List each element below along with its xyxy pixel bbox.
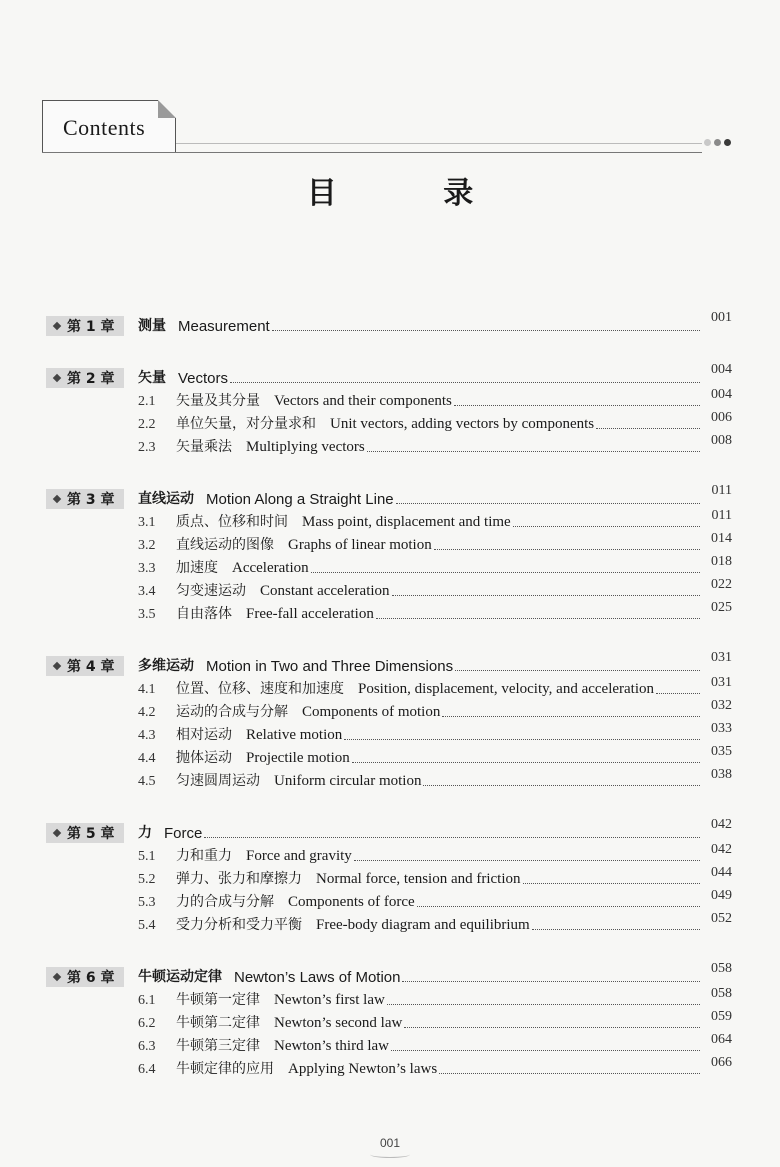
section-title <box>138 1035 702 1055</box>
section-number: 4.4 <box>138 751 156 766</box>
section-title <box>138 580 702 600</box>
section-title <box>138 770 702 790</box>
chapter-title-en: Force <box>164 825 203 842</box>
section-title-en: Components of force <box>288 894 415 910</box>
section-page-number: 006 <box>711 410 732 425</box>
section-title-zh: 直线运动的图像 <box>176 537 274 553</box>
section-title <box>138 1058 702 1078</box>
section-page-number: 058 <box>711 986 732 1001</box>
section-row[interactable] <box>0 986 780 1012</box>
section-title <box>138 845 702 865</box>
section-title-zh: 运动的合成与分解 <box>176 704 288 720</box>
section-title-en: Newton’s third law <box>274 1038 389 1054</box>
section-page-number: 052 <box>711 911 732 926</box>
section-page-number: 008 <box>711 433 732 448</box>
section-title-en: Relative motion <box>246 727 343 743</box>
dot-leader <box>387 1004 700 1005</box>
section-page-number: 014 <box>711 531 732 546</box>
section-title-en: Vectors and their components <box>274 393 452 409</box>
chapter-row[interactable] <box>0 963 780 989</box>
section-title-en: Constant acceleration <box>260 583 390 599</box>
section-title-zh: 匀变速运动 <box>176 583 246 599</box>
section-title-en: Components of motion <box>302 704 441 720</box>
header-dots <box>704 139 731 146</box>
section-title-en: Projectile motion <box>246 750 350 766</box>
chapter-title <box>138 966 702 986</box>
section-title-zh: 弹力、张力和摩擦力 <box>176 871 302 887</box>
table-of-contents <box>0 312 780 1081</box>
section-page-number: 038 <box>711 767 732 782</box>
section-number: 4.5 <box>138 774 156 789</box>
section-title-zh: 加速度 <box>176 560 218 576</box>
section-page-number: 018 <box>711 554 732 569</box>
toc-chapter <box>0 963 780 1081</box>
section-title-en: Free-fall acceleration <box>246 606 374 622</box>
dot-leader <box>376 618 700 619</box>
section-row[interactable] <box>0 888 780 914</box>
section-row[interactable] <box>0 842 780 868</box>
chapter-title <box>138 822 702 842</box>
section-title <box>138 436 702 456</box>
section-title-zh: 单位矢量，对分量求和 <box>176 416 316 432</box>
section-number: 5.2 <box>138 872 156 887</box>
section-row[interactable] <box>0 1032 780 1058</box>
section-number: 4.1 <box>138 682 156 697</box>
diamond-icon <box>53 322 61 330</box>
section-title <box>138 678 702 698</box>
section-number: 6.3 <box>138 1039 156 1054</box>
chapter-number: 第 2 章 <box>67 371 115 387</box>
diamond-icon <box>53 662 61 670</box>
section-number: 6.1 <box>138 993 156 1008</box>
section-title <box>138 413 702 433</box>
dot-leader <box>513 526 700 527</box>
section-number: 2.1 <box>138 394 156 409</box>
chapter-row[interactable] <box>0 485 780 511</box>
section-title-en: Newton’s first law <box>274 992 385 1008</box>
section-number: 6.4 <box>138 1062 156 1077</box>
section-row[interactable] <box>0 767 780 793</box>
section-row[interactable] <box>0 577 780 603</box>
footer-page-number: 001 <box>379 1136 401 1150</box>
section-row[interactable] <box>0 865 780 891</box>
section-row[interactable] <box>0 508 780 534</box>
section-title-en: Normal force, tension and friction <box>316 871 521 887</box>
section-number: 3.4 <box>138 584 156 599</box>
section-number: 3.2 <box>138 538 156 553</box>
section-number: 2.2 <box>138 417 156 432</box>
header-rule-light <box>176 143 702 144</box>
section-title <box>138 989 702 1009</box>
section-title-en: Mass point, displacement and time <box>302 514 511 530</box>
dot-leader <box>434 549 700 550</box>
chapter-badge <box>46 967 124 987</box>
chapter-badge <box>46 489 124 509</box>
section-title <box>138 724 702 744</box>
chapter-badge <box>46 656 124 676</box>
chapter-row[interactable] <box>0 819 780 845</box>
chapter-title <box>138 488 702 508</box>
chapter-number: 第 1 章 <box>67 319 115 335</box>
section-page-number: 059 <box>711 1009 732 1024</box>
diamond-icon <box>53 495 61 503</box>
section-title-zh: 牛顿定律的应用 <box>176 1061 274 1077</box>
section-page-number: 025 <box>711 600 732 615</box>
section-title-zh: 牛顿第三定律 <box>176 1038 260 1054</box>
section-title-en: Position, displacement, velocity, and acceleration <box>358 681 655 697</box>
section-row[interactable] <box>0 1009 780 1035</box>
chapter-title-en: Measurement <box>178 318 270 335</box>
chapter-title-zh: 力 <box>138 825 152 841</box>
chapter-badge <box>46 368 124 388</box>
section-page-number: 033 <box>711 721 732 736</box>
diamond-icon <box>53 829 61 837</box>
section-number: 3.3 <box>138 561 156 576</box>
section-title-en: Unit vectors, adding vectors by components <box>330 416 595 432</box>
section-title-zh: 抛体运动 <box>176 750 232 766</box>
section-title-zh: 受力分析和受力平衡 <box>176 917 302 933</box>
section-title <box>138 534 702 554</box>
section-row[interactable] <box>0 531 780 557</box>
dot-leader <box>596 428 700 429</box>
page-footer <box>0 1136 780 1158</box>
dot-leader <box>311 572 700 573</box>
footer-ornament <box>370 1151 410 1158</box>
toc-chapter <box>0 652 780 793</box>
chapter-title-zh: 直线运动 <box>138 491 194 507</box>
section-page-number: 031 <box>711 675 732 690</box>
chapter-page-number: 001 <box>711 310 732 325</box>
dot-leader <box>423 785 700 786</box>
section-page-number: 004 <box>711 387 732 402</box>
dot-leader <box>204 837 700 838</box>
dot-leader <box>391 1050 700 1051</box>
diamond-icon <box>53 973 61 981</box>
chapter-title <box>138 367 702 387</box>
toc-chapter <box>0 364 780 459</box>
section-title-en: Acceleration <box>232 560 309 576</box>
chapter-title-zh: 多维运动 <box>138 658 194 674</box>
page-title: 目 录 <box>306 176 522 211</box>
section-page-number: 032 <box>711 698 732 713</box>
section-title-en: Newton’s second law <box>274 1015 403 1031</box>
chapter-row[interactable] <box>0 364 780 390</box>
section-title-en: Multiplying vectors <box>246 439 365 455</box>
section-number: 4.3 <box>138 728 156 743</box>
section-number: 3.1 <box>138 515 156 530</box>
section-title-zh: 位置、位移、速度和加速度 <box>176 681 344 697</box>
section-title-en: Force and gravity <box>246 848 352 864</box>
contents-tab <box>42 100 176 152</box>
dot-leader <box>367 451 700 452</box>
header-rule <box>42 152 702 153</box>
section-title-zh: 力的合成与分解 <box>176 894 274 910</box>
section-row[interactable] <box>0 675 780 701</box>
section-title <box>138 390 702 410</box>
dot-leader <box>354 860 700 861</box>
dot-leader <box>454 405 700 406</box>
toc-chapter <box>0 819 780 937</box>
section-page-number: 044 <box>711 865 732 880</box>
section-title <box>138 557 702 577</box>
dot-leader <box>396 503 700 504</box>
chapter-page-number: 042 <box>711 817 732 832</box>
dot-leader <box>439 1073 700 1074</box>
section-number: 5.3 <box>138 895 156 910</box>
section-page-number: 064 <box>711 1032 732 1047</box>
section-title-zh: 矢量及其分量 <box>176 393 260 409</box>
section-page-number: 042 <box>711 842 732 857</box>
section-title <box>138 891 702 911</box>
section-title <box>138 603 702 623</box>
section-row[interactable] <box>0 698 780 724</box>
section-title <box>138 914 702 934</box>
section-title-en: Free-body diagram and equilibrium <box>316 917 530 933</box>
section-row[interactable] <box>0 744 780 770</box>
section-number: 5.1 <box>138 849 156 864</box>
dot-leader <box>417 906 700 907</box>
header-dot <box>704 139 711 146</box>
section-title <box>138 747 702 767</box>
section-number: 5.4 <box>138 918 156 933</box>
header-dot <box>714 139 721 146</box>
chapter-page-number: 004 <box>711 362 732 377</box>
chapter-number: 第 3 章 <box>67 492 115 508</box>
dot-leader <box>402 981 700 982</box>
chapter-title-zh: 矢量 <box>138 370 166 386</box>
chapter-number: 第 4 章 <box>67 659 115 675</box>
section-title-zh: 牛顿第一定律 <box>176 992 260 1008</box>
header-dot <box>724 139 731 146</box>
section-page-number: 066 <box>711 1055 732 1070</box>
section-title <box>138 511 702 531</box>
section-title-zh: 力和重力 <box>176 848 232 864</box>
section-number: 2.3 <box>138 440 156 455</box>
section-number: 4.2 <box>138 705 156 720</box>
section-title-en: Graphs of linear motion <box>288 537 432 553</box>
dot-leader <box>392 595 700 596</box>
section-number: 3.5 <box>138 607 156 622</box>
section-row[interactable] <box>0 433 780 459</box>
chapter-page-number: 058 <box>711 961 732 976</box>
section-title-en: Uniform circular motion <box>274 773 422 789</box>
chapter-number: 第 6 章 <box>67 970 115 986</box>
contents-label: Contents <box>63 115 146 140</box>
dot-leader <box>404 1027 700 1028</box>
chapter-title <box>138 655 702 675</box>
section-row[interactable] <box>0 600 780 626</box>
diamond-icon <box>53 374 61 382</box>
section-row[interactable] <box>0 410 780 436</box>
section-title <box>138 701 702 721</box>
toc-chapter <box>0 485 780 626</box>
section-title-zh: 牛顿第二定律 <box>176 1015 260 1031</box>
chapter-row[interactable] <box>0 312 780 338</box>
chapter-title-zh: 牛顿运动定律 <box>138 969 222 985</box>
section-title <box>138 1012 702 1032</box>
dot-leader <box>455 670 700 671</box>
section-page-number: 011 <box>711 508 732 523</box>
dot-leader <box>656 693 700 694</box>
chapter-badge <box>46 823 124 843</box>
section-title-zh: 矢量乘法 <box>176 439 232 455</box>
dot-leader <box>442 716 700 717</box>
section-title-zh: 匀速圆周运动 <box>176 773 260 789</box>
page-fold-corner <box>158 100 176 118</box>
chapter-title-zh: 测量 <box>138 318 166 334</box>
chapter-title <box>138 315 702 335</box>
toc-chapter <box>0 312 780 338</box>
section-row[interactable] <box>0 911 780 937</box>
section-page-number: 035 <box>711 744 732 759</box>
chapter-row[interactable] <box>0 652 780 678</box>
section-title-zh: 自由落体 <box>176 606 232 622</box>
chapter-page-number: 031 <box>711 650 732 665</box>
dot-leader <box>272 330 700 331</box>
chapter-number: 第 5 章 <box>67 826 115 842</box>
section-row[interactable] <box>0 721 780 747</box>
section-title-zh: 相对运动 <box>176 727 232 743</box>
chapter-title-en: Newton’s Laws of Motion <box>234 969 401 986</box>
section-row[interactable] <box>0 1055 780 1081</box>
section-title-en: Applying Newton’s laws <box>288 1061 438 1077</box>
chapter-page-number: 011 <box>711 483 732 498</box>
section-number: 6.2 <box>138 1016 156 1031</box>
section-title-zh: 质点、位移和时间 <box>176 514 288 530</box>
section-title <box>138 868 702 888</box>
section-row[interactable] <box>0 387 780 413</box>
dot-leader <box>532 929 700 930</box>
chapter-title-en: Motion Along a Straight Line <box>206 491 394 508</box>
dot-leader <box>523 883 700 884</box>
dot-leader <box>352 762 700 763</box>
dot-leader <box>344 739 700 740</box>
section-row[interactable] <box>0 554 780 580</box>
section-page-number: 022 <box>711 577 732 592</box>
section-page-number: 049 <box>711 888 732 903</box>
chapter-title-en: Motion in Two and Three Dimensions <box>206 658 454 675</box>
chapter-badge <box>46 316 124 336</box>
dot-leader <box>230 382 700 383</box>
chapter-title-en: Vectors <box>178 370 229 387</box>
